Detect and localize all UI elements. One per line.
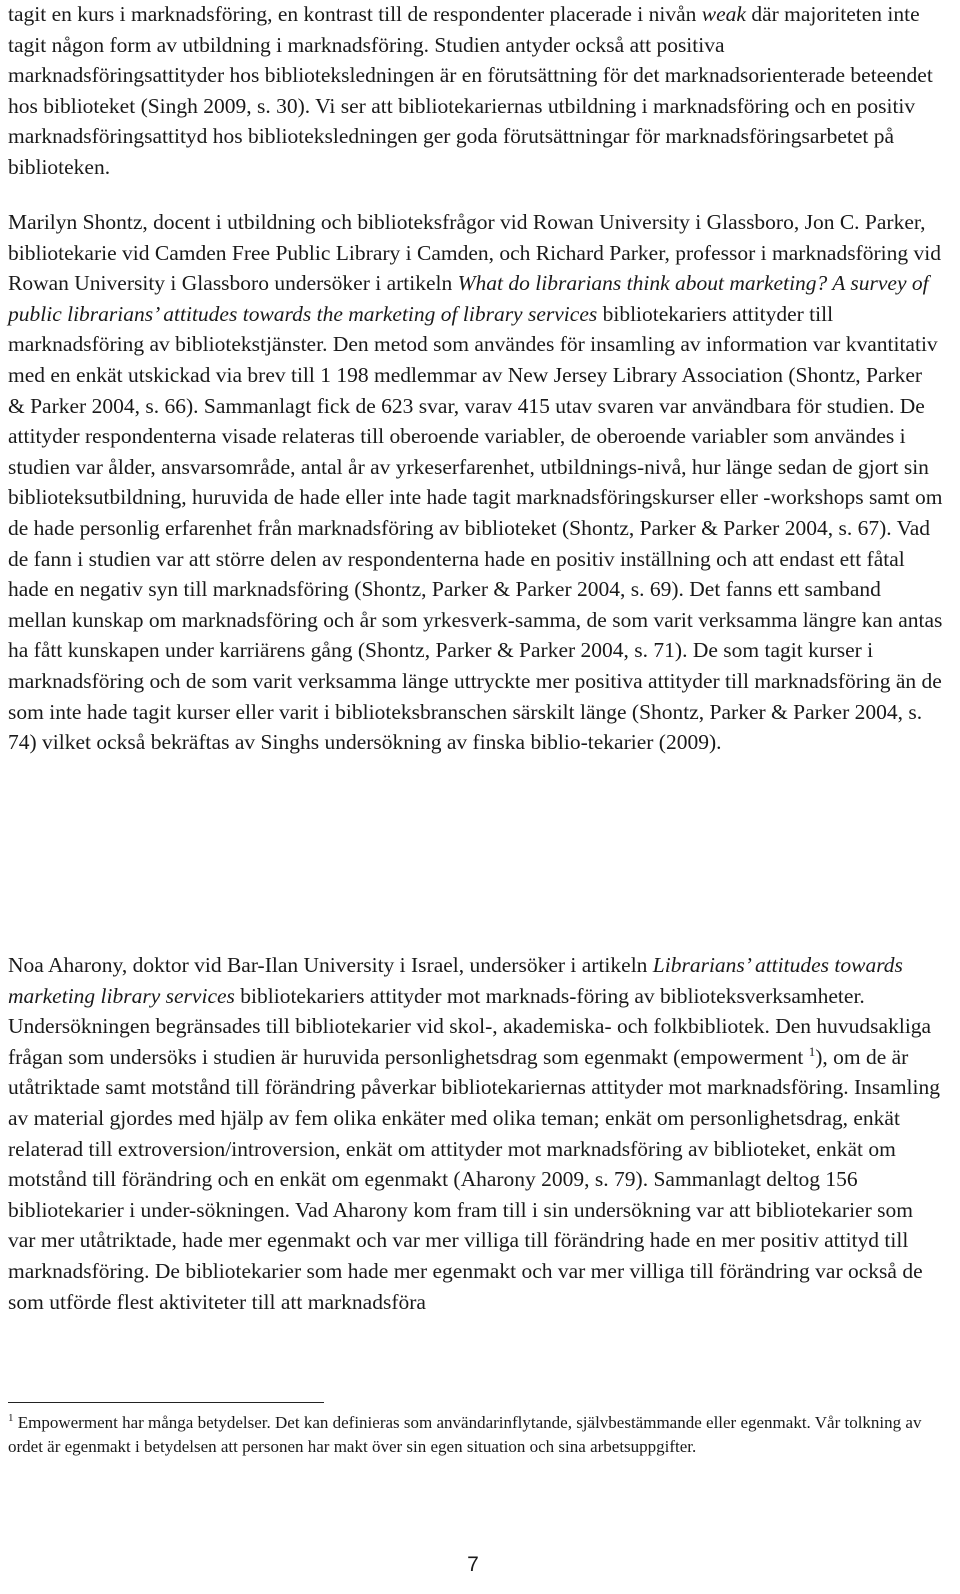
footnote-marker: 1 [8, 1412, 14, 1424]
text-segment: Marilyn Shontz, docent i utbildning och biblioteksfrågor vid Rowan University i Glassboro, Jon C. Parker, bibliotekarie vid Camden Free Public Library i Camden, och Richard Parker, professor i marknadsföring vid Rowan University i Glassboro undersöker i artikeln [8, 210, 941, 296]
article-title: Librarians’ attitudes towards marketing library services [8, 953, 903, 1008]
text-segment: där majoriteten inte tagit någon form av utbildning i marknadsföring. Studien antyder också att positiva marknadsföringsattityder hos biblioteksledningen är en förutsättning för det marknadsorienterade beteendet hos biblioteket (Singh 2009, s. 30). Vi ser att bibliotekariernas utbildning i marknadsföring och en positiv marknadsföringsattityd hos biblioteksledningen ger goda förutsättningar för marknadsföringsarbetet på biblioteken. [8, 2, 933, 179]
paragraph [8, 950, 944, 1317]
footnote-reference[interactable]: 1 [808, 1043, 816, 1059]
footnote [8, 1411, 938, 1460]
paragraph [8, 0, 944, 183]
text-segment: tagit en kurs i marknadsföring, en kontrast till de respondenter placerade i nivån [8, 2, 702, 26]
footnote-divider [8, 1402, 324, 1403]
paragraph [8, 207, 944, 758]
text-segment: Noa Aharony, doktor vid Bar-Ilan University i Israel, undersöker i artikeln [8, 953, 653, 977]
emphasis-text: weak [701, 2, 746, 26]
text-segment: bibliotekariers attityder mot marknads-föring av biblioteksverksamheter. Undersökningen begränsades till bibliotekarier vid skol-, akademiska- och folkbibliotek. Den huvudsakliga frågan som undersöks i studien är huruvida personlighetsdrag som egenmakt (empowerment [8, 983, 932, 1069]
footnote-text: Empowerment har många betydelser. Det kan definieras som användarinflytande, självbestämmande eller egenmakt. Vår tolkning av ordet är egenmakt i betydelsen att personen har makt över sin egen situation och sina arbetsuppgifter. [8, 1413, 922, 1457]
article-title: What do librarians think about marketing? A survey of public librarians’ attitudes towards the marketing of library services [8, 271, 929, 326]
page-number: 7 [467, 1553, 479, 1576]
text-segment: ), om de är utåtriktade samt motstånd till förändring påverkar bibliotekariernas attityder mot marknadsföring. Insamling av material gjordes med hjälp av fem olika enkäter med olika teman; enkät om personlighetsdrag, enkät relaterad till extroversion/introversion, enkät om attityder mot marknadsföring av biblioteket, enkät om motstånd till förändring och en enkät om egenmakt (Aharony 2009, s. 79). Sammanlagt deltog 156 bibliotekarier i under-sökningen. Vad Aharony kom fram till i sin undersökning var att bibliotekarier som var mer utåtriktade, hade mer egenmakt och var mer villiga till förändring hade en mer positiv attityd till marknadsföring. De bibliotekarier som hade mer egenmakt och var mer villiga till förändring var också de som utförde flest aktiviteter till att marknadsföra [8, 1044, 941, 1314]
text-segment: bibliotekariers attityder till marknadsföring av bibliotekstjänster. Den metod som användes för insamling av information var kvantitativ med en enkät utskickad via brev till 1 198 medlemmar av New Jersey Library Association (Shontz, Parker & Parker 2004, s. 66). Sammanlagt fick de 623 svar, varav 415 utav svaren var användbara för studien. De attityder respondenterna visade relateras till oberoende variabler, de oberoende variabler som användes i studien var ålder, ansvarsområde, antal år av yrkeserfarenhet, utbildnings-nivå, hur länge sedan de gjort sin biblioteksutbildning, huruvida de hade eller inte hade tagit marknadsföringskurser eller -workshops samt om de hade personlig erfarenhet från marknadsföring av biblioteket (Shontz, Parker & Parker 2004, s. 67). Vad de fann i studien var att större delen av respondenterna hade en positiv inställning och att endast ett fåtal hade en negativ syn till marknadsföring (Shontz, Parker & Parker 2004, s. 69). Det fanns ett samband mellan kunskap om marknadsföring och år som yrkesverk-samma, de som varit verksamma längre kan antas ha fått kunskapen under karriärens gång (Shontz, Parker & Parker 2004, s. 71). De som tagit kurser i marknadsföring och de som varit verksamma länge uttryckte mer positiva attityder till marknadsföring än de som inte hade tagit kurser eller varit i biblioteksbranschen särskilt länge (Shontz, Parker & Parker 2004, s. 74) vilket också bekräftas av Singhs undersökning av finska biblio-tekarier (2009). [8, 301, 943, 755]
